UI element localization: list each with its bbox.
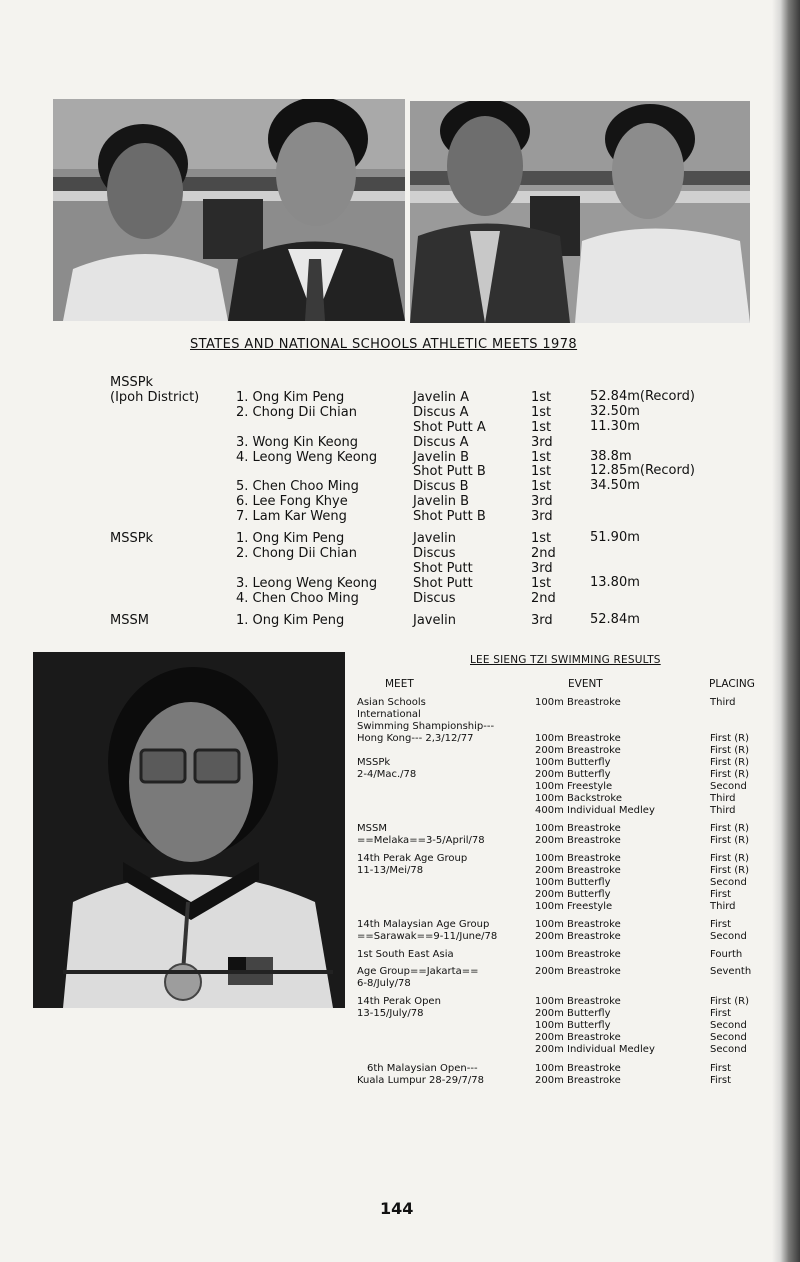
athlete-name: 7. Lam Kar Weng [236, 509, 347, 524]
swim-event: 200m Breastroke [535, 931, 621, 942]
swim-placing: First (R) [710, 733, 749, 744]
swim-event: 100m Butterfly [535, 877, 611, 888]
meet-line: Hong Kong--- 2,3/12/77 [357, 733, 474, 744]
athlete-result: 52.84m [590, 612, 640, 627]
athlete-position: 1st [531, 390, 552, 405]
swim-event: 100m Backstroke [535, 793, 623, 804]
swim-event: 200m Breastroke [535, 865, 621, 876]
meet-line: 13-15/July/78 [357, 1008, 424, 1019]
meet-line: Kuala Lumpur 28-29/7/78 [357, 1075, 484, 1086]
swim-event: 100m Butterfly [535, 757, 611, 768]
swim-placing: First (R) [710, 865, 749, 876]
meet-line: Swimming Shampionship--- [357, 721, 495, 732]
swim-placing: Fourth [710, 949, 743, 960]
swim-placing: First [710, 919, 732, 930]
meet-line: 6th Malaysian Open--- [367, 1063, 478, 1074]
swim-event: 200m Breastroke [535, 1075, 621, 1086]
header-event: EVENT [568, 678, 603, 690]
swim-placing: Seventh [710, 966, 752, 977]
athlete-event: Discus [413, 591, 456, 606]
athlete-event: Javelin [413, 531, 456, 546]
swim-event: 200m Breastroke [535, 745, 621, 756]
meet-line: International [357, 709, 421, 720]
swim-placing: First [710, 889, 732, 900]
athlete-event: Discus B [413, 479, 469, 494]
meet-line: 6-8/July/78 [357, 978, 411, 989]
athlete-position: 2nd [531, 591, 556, 606]
swim-placing: Second [710, 1044, 747, 1055]
swim-placing: Third [710, 793, 736, 804]
swim-event: 100m Breastroke [535, 853, 621, 864]
swim-placing: First (R) [710, 769, 749, 780]
meet-line: ==Sarawak==9-11/June/78 [357, 931, 498, 942]
swim-event: 200m Breastroke [535, 1032, 621, 1043]
swim-event: 100m Breastroke [535, 1063, 621, 1074]
meet-line: Asian Schools [357, 697, 426, 708]
swim-event: 100m Breastroke [535, 697, 621, 708]
meet-line: 14th Perak Age Group [357, 853, 468, 864]
athlete-name: 5. Chen Choo Ming [236, 479, 359, 494]
meet-line: 1st South East Asia [357, 949, 454, 960]
header-placing: PLACING [709, 678, 755, 690]
swim-placing: First [710, 1075, 732, 1086]
athlete-position: 3rd [531, 613, 553, 628]
athlete-name: 4. Chen Choo Ming [236, 591, 359, 606]
athlete-result: 12.85m(Record) [590, 463, 695, 478]
swim-event: 200m Butterfly [535, 1008, 611, 1019]
school-label: MSSPk [110, 375, 154, 390]
swim-event: 100m Freestyle [535, 901, 613, 912]
swim-placing: Second [710, 1020, 747, 1031]
swim-placing: First [710, 1008, 732, 1019]
athlete-result: 32.50m [590, 404, 640, 419]
athlete-event: Shot Putt B [413, 509, 486, 524]
swim-placing: Second [710, 877, 747, 888]
header-meet: MEET [385, 678, 414, 690]
athlete-name: 2. Chong Dii Chian [236, 405, 357, 420]
school-label: MSSM [110, 613, 149, 628]
athlete-result: 51.90m [590, 530, 640, 545]
athlete-name: 3. Wong Kin Keong [236, 435, 359, 450]
athlete-result: 52.84m(Record) [590, 389, 695, 404]
school-label: MSSPk [110, 531, 154, 546]
page-edge-shadow [772, 0, 800, 1262]
swim-event: 100m Breastroke [535, 949, 621, 960]
athlete-event: Javelin B [413, 450, 470, 465]
swim-event: 100m Breastroke [535, 919, 621, 930]
swim-placing: Second [710, 1032, 747, 1043]
swim-event: 200m Breastroke [535, 835, 621, 846]
swim-placing: Third [710, 901, 736, 912]
athlete-event: Shot Putt A [413, 420, 486, 435]
athlete-name: 1. Ong Kim Peng [236, 390, 345, 405]
athlete-position: 1st [531, 479, 552, 494]
swim-event: 100m Freestyle [535, 781, 613, 792]
athlete-event: Shot Putt [413, 561, 473, 576]
athletics-title: STATES AND NATIONAL SCHOOLS ATHLETIC MEETS 1978 [190, 337, 578, 352]
swim-placing: First (R) [710, 853, 749, 864]
swim-placing: First [710, 1063, 732, 1074]
swim-event: 400m Individual Medley [535, 805, 655, 816]
athlete-position: 1st [531, 464, 552, 479]
athlete-position: 1st [531, 420, 552, 435]
athlete-name: 3. Leong Weng Keong [236, 576, 378, 591]
meet-line: 14th Malaysian Age Group [357, 919, 490, 930]
swim-placing: First (R) [710, 745, 749, 756]
athlete-event: Discus A [413, 435, 469, 450]
photo-two-students [53, 99, 405, 321]
swim-event: 200m Breastroke [535, 966, 621, 977]
meet-line: 14th Perak Open [357, 996, 441, 1007]
athlete-event: Javelin [413, 613, 456, 628]
athlete-position: 1st [531, 450, 552, 465]
page-number: 144 [380, 1199, 414, 1218]
swim-placing: Third [710, 697, 736, 708]
meet-line: MSSPk [357, 757, 391, 768]
athlete-name: 6. Lee Fong Khye [236, 494, 348, 509]
photo-swimmer-portrait [33, 652, 345, 1008]
swim-event: 100m Breastroke [535, 733, 621, 744]
swim-placing: Second [710, 931, 747, 942]
swim-placing: First (R) [710, 835, 749, 846]
meet-line: MSSM [357, 823, 387, 834]
athlete-event: Javelin B [413, 494, 470, 509]
athlete-event: Javelin A [413, 390, 469, 405]
swim-placing: Third [710, 805, 736, 816]
athlete-name: 2. Chong Dii Chian [236, 546, 357, 561]
athlete-position: 3rd [531, 561, 553, 576]
meet-line: Age Group==Jakarta== [357, 966, 479, 977]
meet-line: ==Melaka==3-5/April/78 [357, 835, 485, 846]
athlete-result: 11.30m [590, 419, 640, 434]
athlete-result: 13.80m [590, 575, 640, 590]
athlete-name: 4. Leong Weng Keong [236, 450, 378, 465]
athlete-result: 38.8m [590, 449, 632, 464]
swim-event: 200m Butterfly [535, 889, 611, 900]
meet-line: 11-13/Mei/78 [357, 865, 424, 876]
athlete-name: 1. Ong Kim Peng [236, 613, 345, 628]
swim-event: 100m Breastroke [535, 996, 621, 1007]
athlete-position: 3rd [531, 494, 553, 509]
athlete-event: Discus [413, 546, 456, 561]
athlete-position: 1st [531, 576, 552, 591]
swim-event: 100m Butterfly [535, 1020, 611, 1031]
athlete-event: Discus A [413, 405, 469, 420]
photo-two-athletes [410, 101, 750, 323]
athlete-position: 3rd [531, 509, 553, 524]
swim-placing: First (R) [710, 757, 749, 768]
athlete-name: 1. Ong Kim Peng [236, 531, 345, 546]
athlete-position: 1st [531, 405, 552, 420]
swim-event: 200m Butterfly [535, 769, 611, 780]
athlete-position: 1st [531, 531, 552, 546]
swim-event: 100m Breastroke [535, 823, 621, 834]
athlete-position: 2nd [531, 546, 556, 561]
swim-placing: Second [710, 781, 747, 792]
swim-placing: First (R) [710, 823, 749, 834]
athlete-result: 34.50m [590, 478, 640, 493]
swimming-title: LEE SIENG TZI SWIMMING RESULTS [470, 654, 661, 666]
athlete-event: Shot Putt B [413, 464, 486, 479]
meet-line: 2-4/Mac./78 [357, 769, 417, 780]
athlete-event: Shot Putt [413, 576, 473, 591]
school-district-label: (Ipoh District) [110, 390, 200, 405]
swim-placing: First (R) [710, 996, 749, 1007]
athlete-position: 3rd [531, 435, 553, 450]
swim-event: 200m Individual Medley [535, 1044, 655, 1055]
